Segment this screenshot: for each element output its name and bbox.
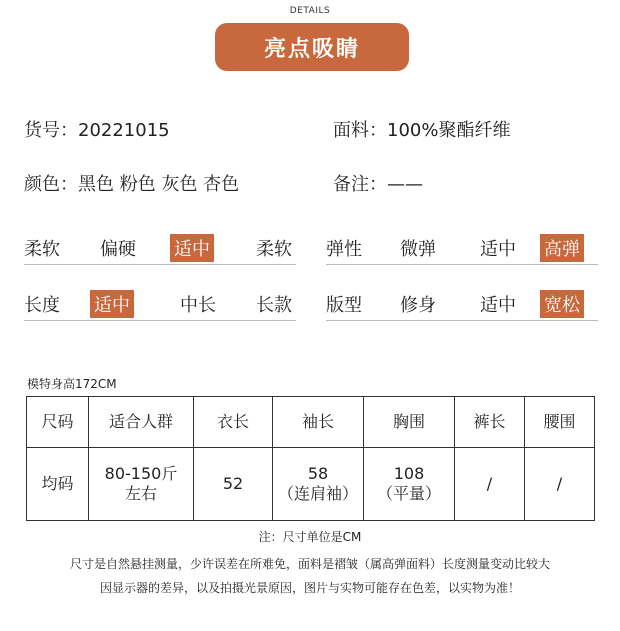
remark-info: 备注：——	[333, 174, 423, 195]
cell-waist: /	[525, 448, 595, 521]
fit-option-loose-selected: 宽松	[540, 290, 584, 318]
table-row	[27, 448, 595, 521]
softness-option-hard: 偏硬	[100, 239, 136, 260]
item-number: 货号：20221015	[24, 120, 170, 141]
header-waist: 腰围	[525, 397, 595, 448]
length-divider	[24, 320, 296, 321]
model-height-note: 模特身高172CM	[27, 377, 117, 391]
length-option-mid-long: 中长	[180, 295, 216, 316]
fit-option-regular: 适中	[480, 295, 516, 316]
color-info: 颜色：黑色 粉色 灰色 杏色	[24, 174, 240, 195]
cell-chest-value: 108	[393, 464, 425, 483]
cell-group	[89, 448, 194, 521]
disclaimer-line-2: 因显示器的差异，以及拍摄光景原因，图片与实物可能存在色差，以实物为准！	[99, 581, 520, 595]
fabric-info: 面料：100%聚酯纤维	[333, 120, 511, 141]
cell-sleeve	[273, 448, 364, 521]
length-option-medium-selected: 适中	[90, 290, 134, 318]
fit-label: 版型	[326, 295, 362, 316]
length-label: 长度	[24, 295, 60, 316]
softness-divider	[24, 264, 296, 265]
unit-note: 注：尺寸单位是CM	[258, 530, 362, 544]
elasticity-option-micro: 微弹	[400, 239, 436, 260]
length-option-long: 长款	[256, 295, 292, 316]
elasticity-divider	[326, 264, 598, 265]
header-group: 适合人群	[89, 397, 194, 448]
softness-option-medium-selected: 适中	[170, 234, 214, 262]
header-pants: 裤长	[455, 397, 525, 448]
size-table-header-row	[27, 397, 595, 448]
cell-sleeve-note: （连肩袖）	[277, 484, 358, 503]
cell-group-approx: 左右	[124, 484, 157, 503]
fit-option-slim: 修身	[400, 295, 436, 316]
fit-divider	[326, 320, 598, 321]
cell-group-range: 80-150斤	[104, 464, 178, 483]
cell-size: 均码	[27, 448, 89, 521]
cell-sleeve-value: 58	[307, 464, 329, 483]
elasticity-option-high-selected: 高弹	[540, 234, 584, 262]
header-size: 尺码	[27, 397, 89, 448]
header-length: 衣长	[194, 397, 273, 448]
cell-length: 52	[194, 448, 273, 521]
header-chest: 胸围	[364, 397, 455, 448]
disclaimer	[0, 552, 620, 600]
softness-option-soft: 柔软	[256, 239, 292, 260]
header-sleeve: 袖长	[273, 397, 364, 448]
cell-pants: /	[455, 448, 525, 521]
disclaimer-line-1: 尺寸是自然悬挂测量，少许误差在所难免，面料是褶皱（属高弹面料）长度测量变动比较大	[69, 557, 550, 571]
highlight-banner: 亮点吸睛	[215, 23, 409, 71]
cell-chest	[364, 448, 455, 521]
size-table	[26, 396, 595, 521]
elasticity-label: 弹性	[326, 239, 362, 260]
details-eyebrow: DETAILS	[289, 6, 331, 16]
elasticity-option-medium: 适中	[480, 239, 516, 260]
softness-label: 柔软	[24, 239, 60, 260]
cell-chest-note: （平量）	[376, 484, 441, 503]
